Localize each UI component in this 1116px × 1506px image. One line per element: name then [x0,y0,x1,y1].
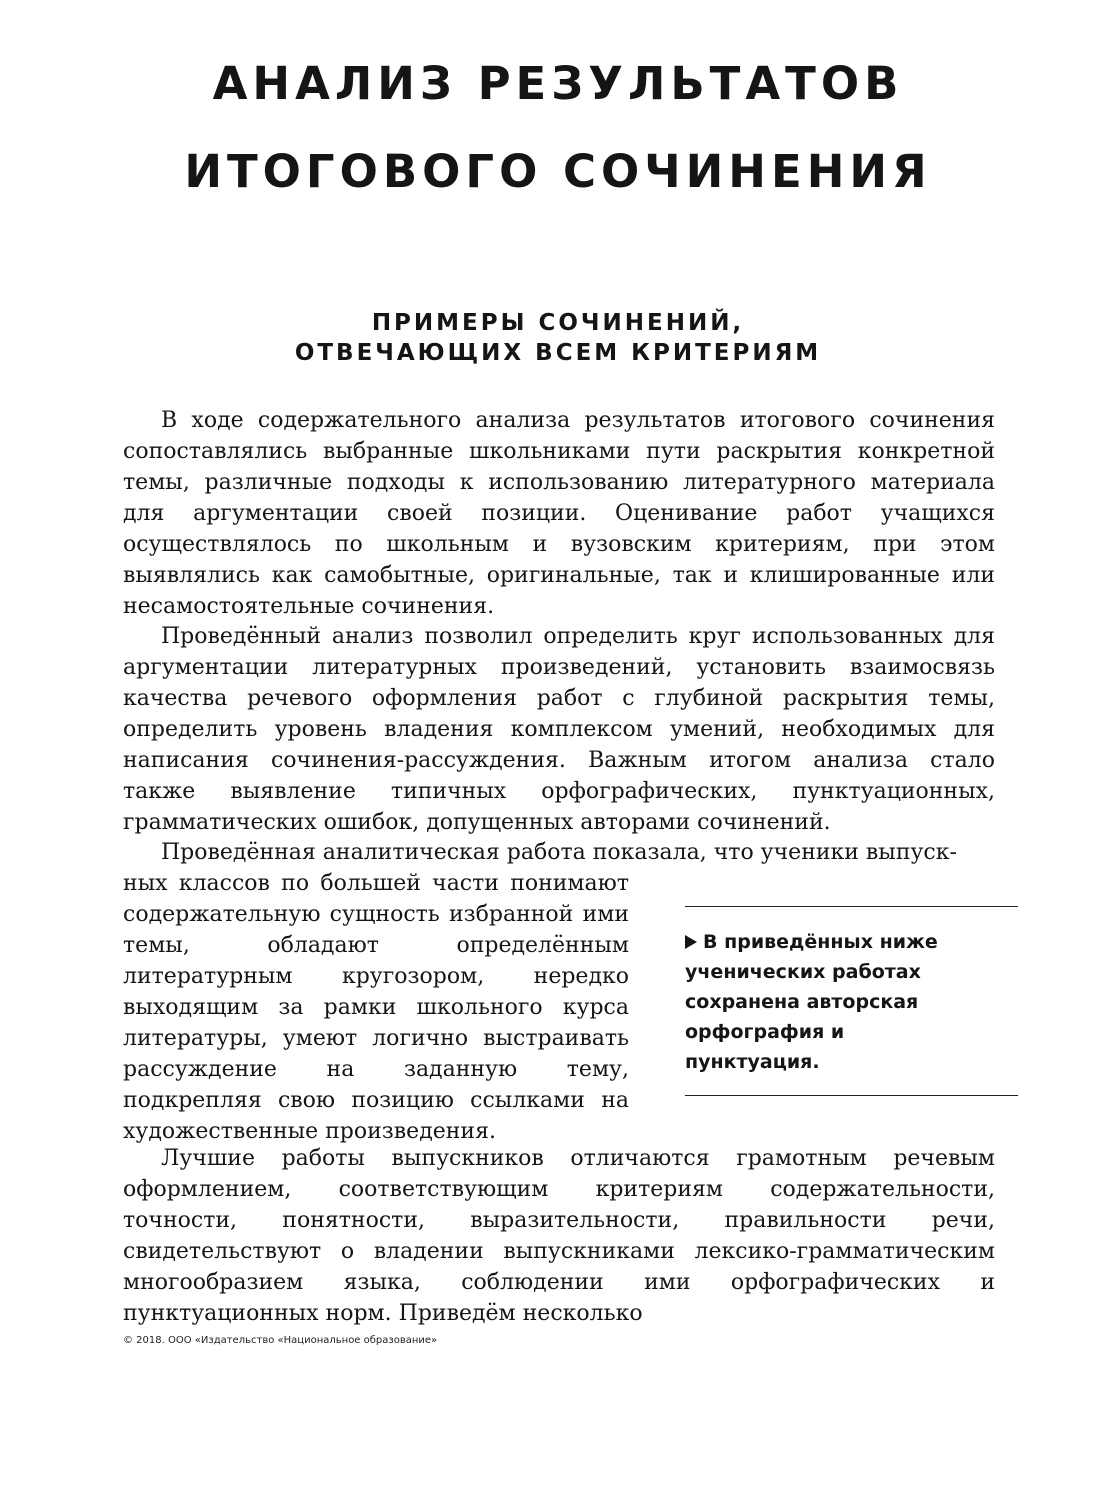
main-title-line-1: АНАЛИЗ РЕЗУЛЬТАТОВ [212,57,904,110]
paragraph-2: Проведённый анализ позволил определить круг использованных для аргументации литературных произведений, установить взаимосвязь качества речевого оформления работ с глубиной раскрытия темы, определить уровень владения комплексом умений, необходимых для написания сочинения-рассуждения. Важным итогом анализа стало также выявление типичных орфографических, пунктуационных, грамматических ошибок, допущенных авторами сочинений. [123,624,995,835]
section-title-line-1: ПРИМЕРЫ СОЧИНЕНИЙ, [371,310,745,336]
section-title-line-2: ОТВЕЧАЮЩИХ ВСЕМ КРИТЕРИЯМ [294,340,822,366]
footer-copyright: © 2018. ООО «Издательство «Национальное образование» [123,1335,438,1346]
paragraph-1: В ходе содержательного анализа результатов итогового сочинения сопоставлялись выбранные школьниками пути раскрытия конкретной темы, различные подходы к использованию литературного материала для аргументации своей позиции. Оценивание работ учащихся осуществлялось по школьным и вузовским критериям, при этом выявлялись как самобытные, оригинальные, так и клишированные или несамостоятельные сочинения. [123,408,995,619]
main-title-line-2: ИТОГОВОГО СОЧИНЕНИЯ [184,145,932,198]
paragraph-3-first-line: Проведённая аналитическая работа показала, что ученики выпуск- [161,840,957,865]
sidenote [685,927,985,1077]
sidenote-text: В приведённых ниже ученических работах сохранена авторская орфография и пунктуация. [685,931,938,1073]
paragraph-4: Лучшие работы выпускников отличаются грамотным речевым оформлением, соответствующим критериям содержательности, точности, понятности, выразительности, правильности речи, свидетельствуют о владении выпускниками лексико-грамматическим многообразием языка, соблюдении ими орфографических и пунктуационных норм. Приведём несколько [123,1146,995,1326]
sidenote-box [685,906,1018,1096]
arrow-right-icon [685,935,697,949]
main-title [0,40,1116,216]
section-title [0,308,1116,368]
paragraph-3-continuation: ных классов по большей части понимают содержательную сущность избранной ими темы, обладают определённым литературным кругозором, нередко выходящим за рамки школьного курса литературы, умеют логично выстраивать рассуждение на заданную тему, подкрепляя свою позицию ссылками на художественные произведения. [123,871,629,1144]
